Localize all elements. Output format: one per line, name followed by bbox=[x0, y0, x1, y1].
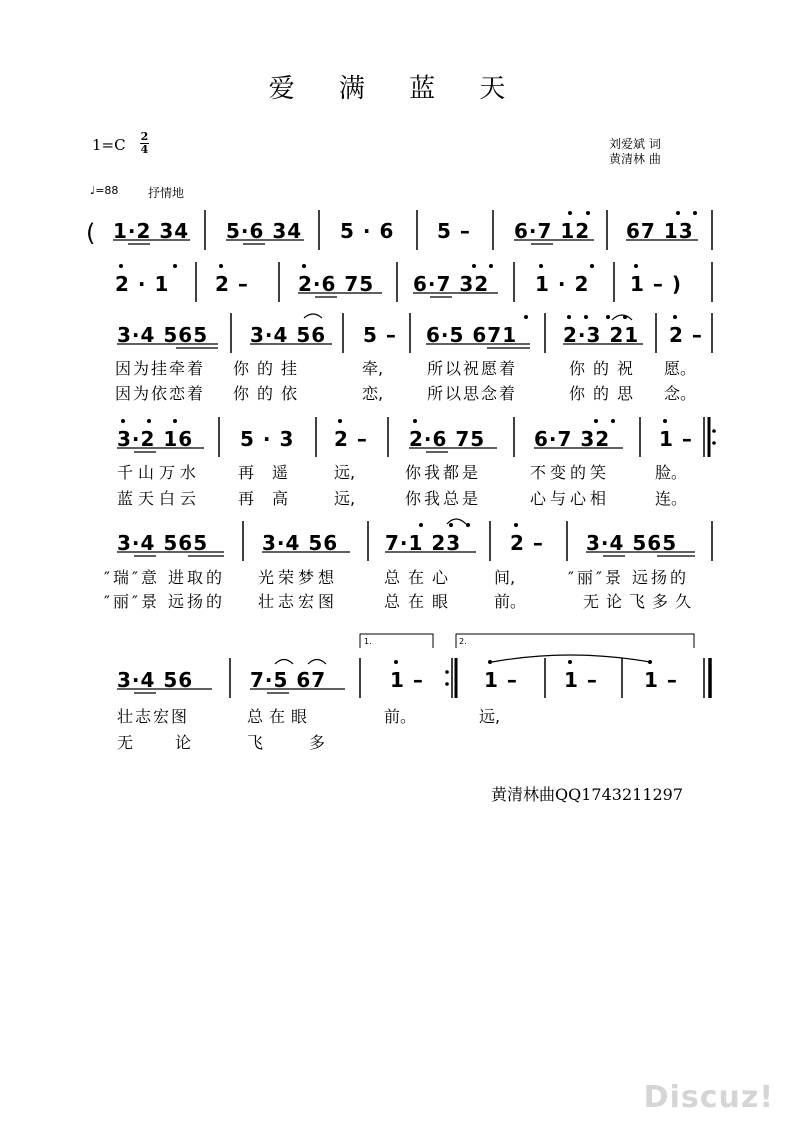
row5-lyric1-d: 间, bbox=[494, 568, 516, 587]
row4-lyric1-d: 你我都是 bbox=[405, 463, 482, 482]
row6-measure1: 3·4 56 bbox=[117, 668, 194, 692]
row3-measure2: 3·4 56 bbox=[250, 323, 327, 347]
row3-measure6: 2 – bbox=[669, 323, 703, 347]
row5-lyric2-e: 无论飞多久 bbox=[583, 592, 699, 611]
first-ending-label: 1. bbox=[364, 637, 372, 646]
row5-lyric2-c: 总在眼 bbox=[384, 592, 457, 611]
row6-measure4: 1 – bbox=[484, 668, 518, 692]
row3-lyric1-d: 所以祝愿着 bbox=[427, 359, 518, 378]
volta-brackets bbox=[360, 634, 694, 648]
row3-measure4: 6·5 671 bbox=[426, 323, 518, 347]
row4-lyric2-a: 蓝天白云 bbox=[117, 489, 202, 508]
tie bbox=[308, 660, 326, 665]
row4-measure5: 6·7 32 bbox=[534, 427, 611, 451]
tie bbox=[275, 660, 293, 665]
row5-lyric2-d: 前。 bbox=[494, 592, 527, 611]
open-paren: ( bbox=[86, 219, 97, 247]
tempo-marking: ♩=88 bbox=[90, 184, 119, 197]
tie bbox=[612, 315, 632, 320]
duration-underlines bbox=[113, 240, 698, 693]
row1-measure6: 67 13 bbox=[626, 219, 694, 243]
expression-marking: 抒情地 bbox=[148, 186, 185, 200]
row5-measure3: 7·1 23 bbox=[385, 531, 462, 555]
row1-measure2: 5·6 34 bbox=[226, 219, 303, 243]
row5-lyric2-a: ″丽″景 远扬的 bbox=[104, 592, 226, 611]
row6-lyric1-b: 总在眼 bbox=[247, 707, 314, 726]
composer-credit: 黄清林 曲 bbox=[609, 152, 661, 166]
row4-lyric2-c: 远, bbox=[334, 489, 356, 508]
row5-lyric1-b: 光荣梦想 bbox=[258, 568, 339, 587]
row5-lyric1-a: ″瑞″意 进取的 bbox=[104, 568, 226, 587]
row4-lyric1-f: 脸。 bbox=[655, 463, 688, 482]
row3-lyric2-e: 你的思 bbox=[569, 384, 642, 403]
row4-lyric2-e: 心与心相 bbox=[530, 489, 611, 508]
row2-measure6: 1 – ) bbox=[630, 272, 682, 296]
row3-lyric1-f: 愿。 bbox=[664, 359, 697, 378]
row2-measure4: 6·7 32 bbox=[413, 272, 490, 296]
row6-measure6: 1 – bbox=[644, 668, 678, 692]
bar-lines bbox=[196, 210, 712, 698]
row3-measure5: 2·3 21 bbox=[563, 323, 640, 347]
row6-lyric2-b: 飞多 bbox=[247, 733, 372, 752]
row3-lyric2-c: 恋, bbox=[362, 384, 384, 403]
row6-measure3: 1 – bbox=[390, 668, 424, 692]
first-ending-bracket bbox=[360, 634, 433, 648]
row4-lyric2-d: 你我总是 bbox=[405, 489, 482, 508]
octave-dots bbox=[119, 211, 697, 664]
row3-lyric2-b: 你的依 bbox=[233, 384, 306, 403]
time-signature-top: 2 bbox=[140, 130, 149, 143]
row5-lyric1-c: 总在心 bbox=[384, 568, 457, 587]
row3-lyric1-b: 你的挂 bbox=[233, 359, 306, 378]
row4-measure6: 1 – bbox=[659, 427, 693, 451]
row3-measure1: 3·4 565 bbox=[117, 323, 209, 347]
row3-lyric1-a: 因为挂牵着 bbox=[115, 359, 206, 378]
row3-measure3: 5 – bbox=[363, 323, 397, 347]
key-signature: 1=C bbox=[92, 136, 126, 154]
slurs bbox=[275, 314, 650, 664]
row5-lyric1-e: ″丽″景 远扬的 bbox=[568, 568, 690, 587]
row6-lyric1-c: 前。 bbox=[384, 707, 417, 726]
row5-measure4: 2 – bbox=[510, 531, 544, 555]
row3-lyric1-e: 你的祝 bbox=[569, 359, 642, 378]
second-ending-bracket bbox=[456, 634, 694, 648]
row5-lyric2-b: 壮志宏图 bbox=[258, 592, 339, 611]
watermark: Discuz! bbox=[643, 1080, 774, 1115]
row4-measure3: 2 – bbox=[334, 427, 368, 451]
row4-lyric1-c: 远, bbox=[334, 463, 356, 482]
lyricist-credit: 刘爱斌 词 bbox=[609, 137, 661, 151]
row6-measure2: 7·5 67 bbox=[250, 668, 327, 692]
time-signature-bottom: 4 bbox=[140, 143, 149, 156]
page-title: 爱 满 蓝 天 bbox=[268, 74, 524, 104]
row3-lyric1-c: 牵, bbox=[362, 359, 384, 378]
row5-measure2: 3·4 56 bbox=[262, 531, 339, 555]
row5-measure1: 3·4 565 bbox=[117, 531, 209, 555]
row6-lyric1-d: 远, bbox=[479, 707, 501, 726]
row3-lyric2-a: 因为依恋着 bbox=[115, 384, 206, 403]
row2-measure3: 2·6 75 bbox=[298, 272, 375, 296]
row4-lyric2-f: 连。 bbox=[655, 489, 688, 508]
row1-measure5: 6·7 12 bbox=[514, 219, 591, 243]
row1-measure3: 5 · 6 bbox=[340, 219, 395, 243]
row6-lyric1-a: 壮志宏图 bbox=[117, 707, 190, 726]
signature: 黄清林曲QQ1743211297 bbox=[491, 785, 684, 804]
row4-lyric1-b: 再遥 bbox=[238, 463, 307, 482]
row6-lyric2-a: 无论 bbox=[117, 733, 234, 752]
row2-measure2: 2 – bbox=[215, 272, 249, 296]
row4-lyric2-b: 再高 bbox=[238, 489, 307, 508]
row3-lyric2-f: 念。 bbox=[664, 384, 697, 403]
row4-lyric1-e: 不变的笑 bbox=[530, 463, 611, 482]
row1-measure4: 5 – bbox=[437, 219, 471, 243]
row4-lyric1-a: 千山万水 bbox=[117, 463, 202, 482]
repeat-dots bbox=[445, 429, 716, 686]
tie bbox=[304, 314, 322, 318]
row4-measure1: 3·2 16 bbox=[117, 427, 194, 451]
row4-measure4: 2·6 75 bbox=[409, 427, 486, 451]
second-ending-label: 2. bbox=[459, 637, 467, 646]
row4-measure2: 5 · 3 bbox=[240, 427, 295, 451]
row2-measure1: 2 · 1 bbox=[115, 272, 170, 296]
row6-measure5: 1 – bbox=[564, 668, 598, 692]
row5-measure5: 3·4 565 bbox=[586, 531, 678, 555]
row1-measure1: 1·2 34 bbox=[113, 219, 190, 243]
row3-lyric2-d: 所以思念着 bbox=[427, 384, 518, 403]
tie bbox=[447, 519, 466, 524]
row2-measure5: 1 · 2 bbox=[535, 272, 590, 296]
